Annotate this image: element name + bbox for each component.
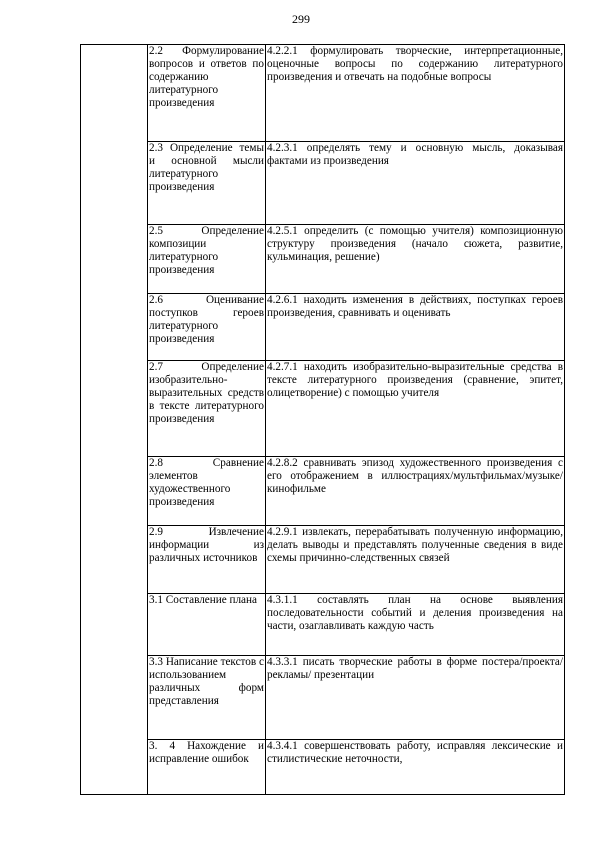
table-row: [81, 594, 565, 656]
table-row: [81, 294, 565, 361]
topic-cell: [148, 740, 266, 795]
skill-cell: [266, 225, 565, 294]
topic-text: 2.9 Извлечение информации из различных источников: [149, 526, 264, 564]
topic-cell: [148, 361, 266, 457]
topic-text: 2.8 Сравнение элементов художественного произведения: [149, 457, 264, 508]
table-row: [81, 225, 565, 294]
skill-cell: [266, 457, 565, 526]
topic-cell: [148, 294, 266, 361]
topic-text: 2.6 Оценивание поступков героев литературного произведения: [149, 294, 264, 345]
skill-text: 4.2.2.1 формулировать творческие, интерпретационные, оценочные вопросы по содержанию литературного произведения и отвечать на подобные вопросы: [267, 45, 563, 83]
page-number: 299: [292, 12, 310, 26]
skill-cell: [266, 294, 565, 361]
topic-text: 2.2 Формулирование вопросов и ответов по содержанию литературного произведения: [149, 45, 264, 109]
table-row: [81, 142, 565, 225]
topic-text: 2.5 Определение композиции литературного произведения: [149, 225, 264, 276]
skill-text: 4.2.8.2 сравнивать эпизод художественного произведения с его отображением в иллюстрациях/мультфильмах/музыке/кинофильме: [267, 457, 563, 495]
topic-cell: [148, 225, 266, 294]
table-row: [81, 45, 565, 142]
topic-cell: [148, 594, 266, 656]
skill-cell: [266, 526, 565, 594]
topic-text: 2.3 Определение темы и основной мысли литературного произведения: [149, 142, 264, 193]
topic-cell: [148, 45, 266, 142]
topic-cell: [148, 526, 266, 594]
skill-cell: [266, 45, 565, 142]
skill-cell: [266, 740, 565, 795]
skill-cell: [266, 656, 565, 740]
section-column-cell: [81, 45, 148, 795]
skill-text: 4.2.6.1 находить изменения в действиях, поступках героев произведения, сравнивать и оценивать: [267, 294, 563, 319]
skill-text: 4.3.3.1 писать творческие работы в форме постера/проекта/рекламы/ презентации: [267, 656, 563, 681]
table-row: [81, 656, 565, 740]
topic-cell: [148, 142, 266, 225]
skill-text: 4.3.4.1 совершенствовать работу, исправляя лексические и стилистические неточности,: [267, 740, 563, 765]
skill-cell: [266, 142, 565, 225]
table-row: [81, 457, 565, 526]
topic-text: 3.1 Составление плана: [149, 594, 257, 606]
curriculum-table: [80, 44, 565, 795]
skill-cell: [266, 594, 565, 656]
table-row: [81, 526, 565, 594]
skill-text: 4.2.9.1 извлекать, перерабатывать полученную информацию, делать выводы и представлять полученные сведения в виде схемы причинно-следственных связей: [267, 526, 563, 564]
topic-cell: [148, 656, 266, 740]
skill-cell: [266, 361, 565, 457]
topic-text: 2.7 Определение изобразительно-выразительных средств в тексте литературного произведения: [149, 361, 264, 425]
table-row: [81, 740, 565, 795]
topic-text: 3. 4 Нахождение и исправление ошибок: [149, 740, 264, 765]
table-row: [81, 361, 565, 457]
topic-cell: [148, 457, 266, 526]
skill-text: 4.3.1.1 составлять план на основе выявления последовательности событий и деления произведения на части, озаглавливать каждую часть: [267, 594, 563, 632]
skill-text: 4.2.5.1 определить (с помощью учителя) композиционную структуру произведения (начало сюжета, развитие, кульминация, решение): [267, 225, 563, 263]
skill-text: 4.2.3.1 определять тему и основную мысль, доказывая фактами из произведения: [267, 142, 563, 167]
topic-text: 3.3 Написание текстов с использованием различных форм представления: [149, 656, 264, 707]
skill-text: 4.2.7.1 находить изобразительно-выразительные средства в тексте литературного произведения (сравнение, эпитет, олицетворение) с помощью учителя: [267, 361, 563, 399]
